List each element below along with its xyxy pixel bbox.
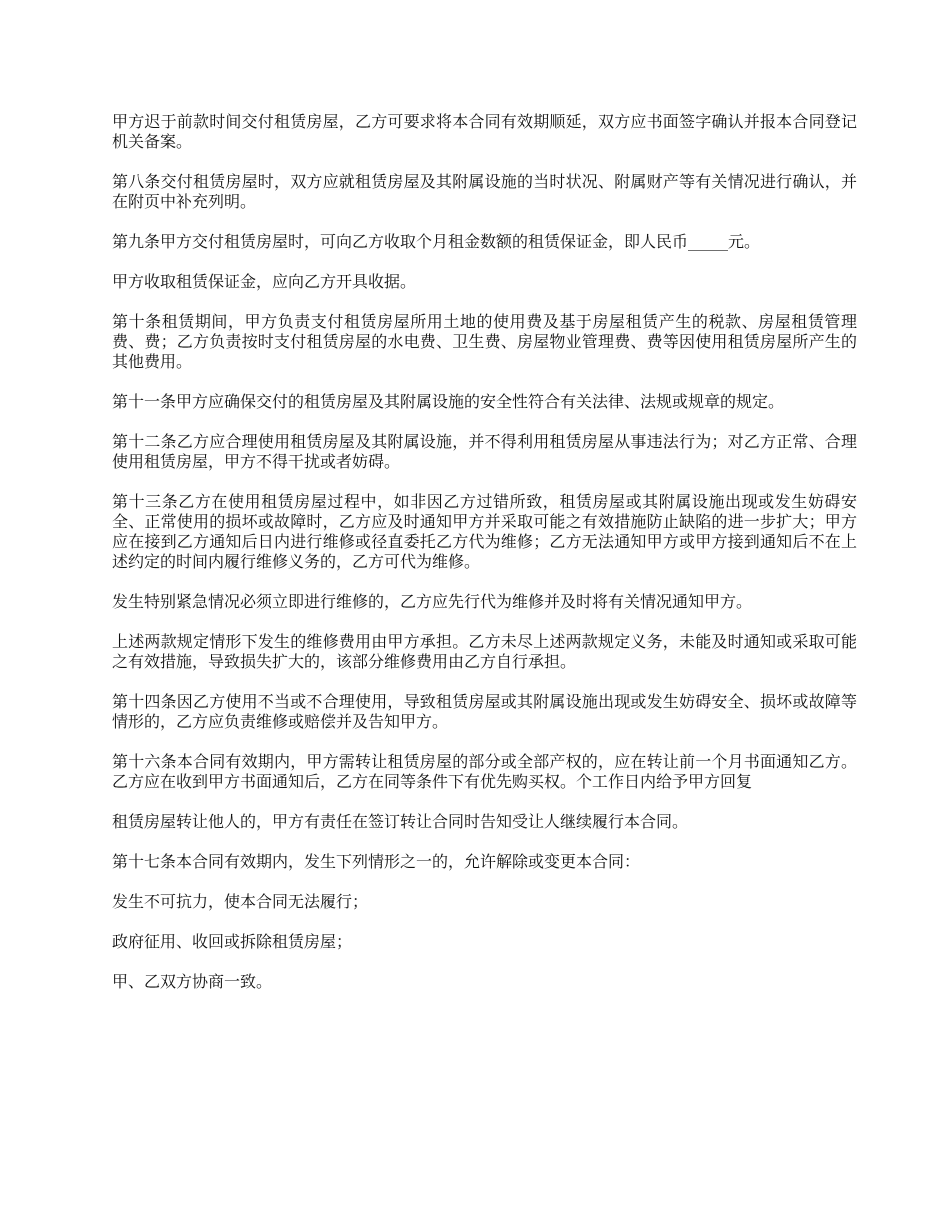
paragraph: 第十四条因乙方使用不当或不合理使用，导致租赁房屋或其附属设施出现或发生妨碍安全、损坏或故障等情形的，乙方应负责维修或赔偿并及告知甲方。 <box>112 692 857 731</box>
paragraph: 第十六条本合同有效期内，甲方需转让租赁房屋的部分或全部产权的，应在转让前一个月书面通知乙方。乙方应在收到甲方书面通知后，乙方在同等条件下有优先购买权。个工作日内给予甲方回复 <box>112 752 857 791</box>
paragraph: 发生不可抗力，使本合同无法履行； <box>112 892 369 911</box>
paragraph: 第十三条乙方在使用租赁房屋过程中，如非因乙方过错所致，租赁房屋或其附属设施出现或发生妨碍安全、正常使用的损坏或故障时，乙方应及时通知甲方并采取可能之有效措施防止缺陷的进一步扩大；甲方应在接到乙方通知后日内进行维修或径直委托乙方代为维修；乙方无法通知甲方或甲方接到通知后不在上述约定的时间内履行维修义务的，乙方可代为维修。 <box>112 492 857 571</box>
paragraph: 第十二条乙方应合理使用租赁房屋及其附属设施，并不得利用租赁房屋从事违法行为；对乙方正常、合理使用租赁房屋，甲方不得干扰或者妨碍。 <box>112 432 857 471</box>
paragraph: 甲方迟于前款时间交付租赁房屋，乙方可要求将本合同有效期顺延，双方应书面签字确认并报本合同登记机关备案。 <box>112 112 857 151</box>
paragraph: 甲方收取租赁保证金，应向乙方开具收据。 <box>112 272 417 291</box>
paragraph: 甲、乙双方协商一致。 <box>112 972 273 991</box>
paragraph: 第十条租赁期间，甲方负责支付租赁房屋所用土地的使用费及基于房屋租赁产生的税款、房屋租赁管理费、费；乙方负责按时支付租赁房屋的水电费、卫生费、房屋物业管理费、费等因使用租赁房屋所产生的其他费用。 <box>112 312 857 371</box>
paragraph: 第九条甲方交付租赁房屋时，可向乙方收取个月租金数额的租赁保证金，即人民币_____元。 <box>112 232 761 251</box>
paragraph: 政府征用、收回或拆除租赁房屋； <box>112 932 353 951</box>
paragraph: 租赁房屋转让他人的，甲方有责任在签订转让合同时告知受让人继续履行本合同。 <box>112 812 689 831</box>
document-page <box>112 112 857 1012</box>
paragraph: 发生特别紧急情况必须立即进行维修的，乙方应先行代为维修并及时将有关情况通知甲方。 <box>112 592 753 611</box>
paragraph: 上述两款规定情形下发生的维修费用由甲方承担。乙方未尽上述两款规定义务，未能及时通知或采取可能之有效措施，导致损失扩大的，该部分维修费用由乙方自行承担。 <box>112 632 857 671</box>
paragraph: 第十一条甲方应确保交付的租赁房屋及其附属设施的安全性符合有关法律、法规或规章的规定。 <box>112 392 785 411</box>
paragraph: 第八条交付租赁房屋时，双方应就租赁房屋及其附属设施的当时状况、附属财产等有关情况进行确认，并在附页中补充列明。 <box>112 172 857 211</box>
paragraph: 第十七条本合同有效期内，发生下列情形之一的，允许解除或变更本合同： <box>112 852 641 871</box>
